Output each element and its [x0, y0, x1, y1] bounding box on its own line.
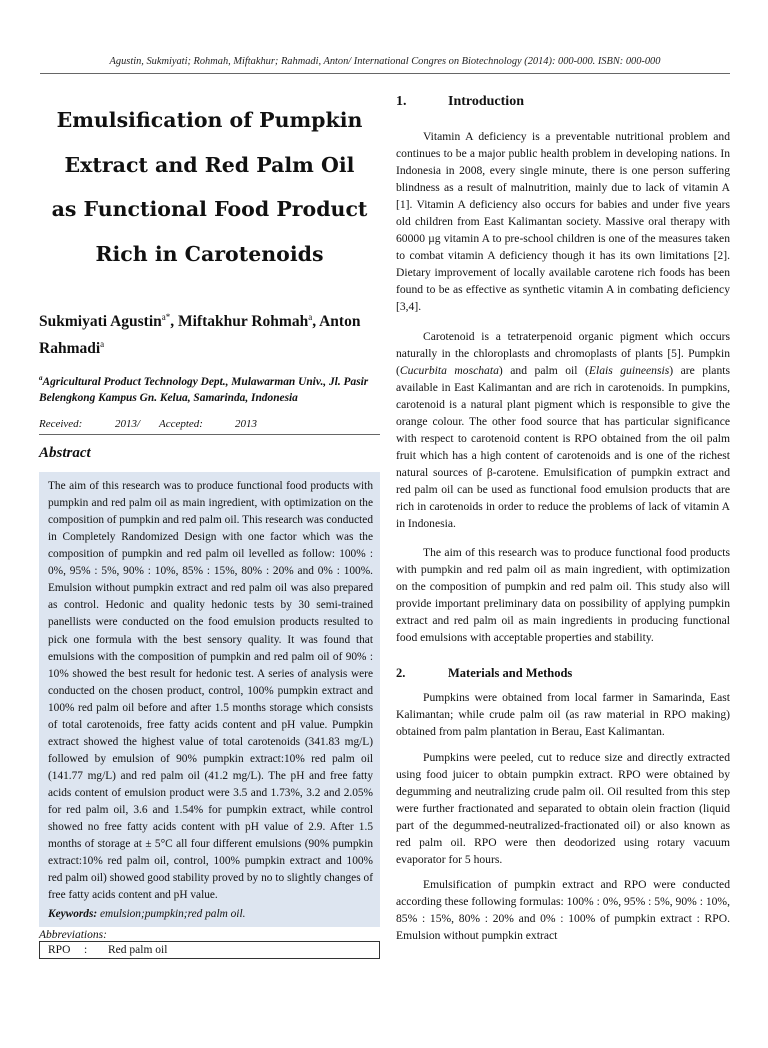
methods-paragraph: Pumpkins were peeled, cut to reduce size and directly extracted using food juicer to obtain pumpkin extract. RPO were obtained by degumming and neutralizing crude palm oil. Oil resulted from this step were further fractionated and separated to obtain olein fraction (liquid part of the degummed-neutralized-fractionated oil) or also known as red palm oil. RPO were then deodorized using rotary vacuum evaporator for 5 hours.: [396, 750, 730, 866]
section-number: 2.: [396, 666, 406, 681]
intro-text: ) are plants available in East Kalimantan and are rich in carotenoids. In pumpkins, carotenoid is a natural plant pigment which is responsible to give the orange colour. The other food source that has particular significance with respect to carotenoid content is RPO obtained from the oil palm fruit which has a high content of carotenoids and is one of the richest natural sources of β-carotene. Emulsification of pumpkin extract and red palm oil can be used as functional food emulsion products that are rich in carotenoids in order to reduce the problems of lack of vitamin A in Indonesia.: [396, 363, 730, 531]
abbreviations-heading: Abbreviations:: [39, 929, 107, 942]
right-column: [396, 94, 730, 944]
section-title: Introduction: [448, 94, 524, 109]
keywords-line: [48, 906, 373, 923]
accepted-date: 2013: [235, 418, 257, 431]
abbreviation-term: RPO: [48, 944, 71, 957]
section-number: 1.: [396, 94, 407, 109]
author-affiliation-mark: a: [308, 312, 313, 322]
citation-text: Agustin, Sukmiyati; Rohmah, Miftakhur; Rahmadi, Anton/ International Congres on Biotechnology (2014): 000-000. ISBN: 000-000: [109, 56, 661, 67]
section-title: Materials and Methods: [448, 666, 573, 681]
abstract-heading: Abstract: [39, 445, 91, 462]
author-name: , Miftakhur Rohmah: [170, 313, 309, 331]
intro-text: ) and palm oil (: [498, 363, 589, 377]
title-line: Rich in Carotenoids: [95, 241, 324, 266]
keywords-text: emulsion;pumpkin;red palm oil.: [97, 908, 246, 921]
received-date: 2013/: [115, 418, 141, 431]
abstract-box: [39, 472, 380, 927]
running-header: [40, 56, 730, 74]
section-heading-introduction: [396, 94, 730, 110]
received-accepted-line: [39, 418, 380, 435]
abbreviation-meaning: Red palm oil: [108, 944, 168, 957]
author-affiliation-mark: a: [100, 339, 105, 350]
intro-text: Carotenoid is a tetraterpenoid organic pigment which occurs naturally in the chloroplasts and chromoplasts of plants [5]. Pumpkin (: [396, 329, 730, 377]
author-name: , Anton Rahmadi: [39, 313, 361, 358]
affiliation-mark: a: [39, 374, 43, 383]
methods-paragraph: Pumpkins were obtained from local farmer in Samarinda, East Kalimantan; while crude palm oil (as raw material in RPO making) obtained from palm plantation in Berau, East Kalimantan.: [396, 691, 730, 739]
species-name: Elais guineensis: [588, 363, 670, 377]
paper-title: [39, 98, 380, 276]
author-affiliation-mark: a*: [161, 312, 171, 322]
abbreviation-row: [39, 941, 380, 959]
intro-paragraph: Vitamin A deficiency is a preventable nutritional problem and continues to be a major public health problem in developing nations. In Indonesia in 2008, every single minute, there is one person suffering blindness as a result of malnutrition, mainly due to lack of vitamin A [1]. Vitamin A deficiency also occurs for babies and under five years old children from East Kalimantan society. Massive oral therapy with 60000 µg vitamin A to pre-school children is one of the measures taken to combat vitamin A deficiency though it has its own limitations [2]. Dietary improvement of locally available carotene rich foods has been found to be as effective as synthetic vitamin A in combating deficiency [3,4].: [396, 130, 730, 314]
received-label: Received:: [39, 418, 83, 431]
title-line: Extract and Red Palm Oil: [64, 152, 355, 177]
methods-paragraph: Emulsification of pumpkin extract and RPO were conducted according these following formulas: 100% : 0%, 95% : 5%, 90% : 10%, 85% : 15%, 80% : 20% and 0% : 100% of pumpkin extract : RPO. Emulsion without pumpkin extract: [396, 877, 730, 942]
left-column: [39, 98, 380, 959]
keywords-label: Keywords:: [48, 908, 98, 921]
intro-paragraph: [396, 328, 730, 533]
author-name: Sukmiyati Agustin: [39, 313, 162, 331]
title-line: as Functional Food Product: [51, 197, 368, 221]
affiliation: [39, 370, 380, 406]
affiliation-text: Agricultural Product Technology Dept., Mulawarman Univ., Jl. Pasir Belengkong Kampus Gn. Kelua, Samarinda, Indonesia: [39, 376, 369, 405]
species-name: Cucurbita moschata: [399, 363, 499, 377]
section-heading-methods: [396, 666, 730, 681]
author-list: [39, 306, 380, 360]
accepted-label: Accepted:: [159, 418, 203, 431]
intro-paragraph: The aim of this research was to produce functional food products with pumpkin and red palm oil as main ingredient, with optimization on the composition of pumpkin and red palm oil. This study also will provide important preliminary data on possibility of applying pumpkin extract and red palm oil as main ingredients in producing functional food emulsions with acceptable properties and stability.: [396, 546, 730, 645]
abbreviation-separator: :: [84, 944, 88, 957]
abstract-text: The aim of this research was to produce functional food products with pumpkin and red palm oil as main ingredient, with optimization on the composition of pumpkin and red palm oil. This research was conducted in Completely Randomized Design with one factor which was the composition of pumpkin and red palm oil levelled as follow: 100% : 0%, 95% : 5%, 90% : 10%, 85% : 15%, 80% : 20% and 0% : 100%. Emulsion without pumpkin extract and red palm oil was also prepared as control. Hedonic and quality hedonic tests by 30 semi-trained panellists were conducted on the food emulsion products resulted to pick one formula with the best sensory quality. It was found that emulsions with the composition of pumpkin and red palm oil of 90% : 10% showed the best result for hedonic test. A series of analysis were conducted on the chosen product, control, 100% pumpkin extract and 100% red palm oil before and after 1.5 months storage which consists of total carotenoids, free fatty acids content and pH value. Pumpkin extract showed the highest value of total carotenoids (341.83 mg/L) followed by emulsion of 90% pumpkin extract:10% red palm oil (141.77 mg/L) and red palm oil (41.2 mg/L). The pH and free fatty acids content of emulsion product were 3.5 and 1.73%, 3.2 and 2.05% for red palm oil, 3.6 and 1.54% for pumpkin extract, while control showed no free fatty acids content with pH value of 2.9. After 1.5 months of storage at ± 5°C all four different emulsions (90% pumpkin extract:10% red palm oil, control, 100% pumpkin extract and 100% red palm oil) showed good stability proved by no to slightly changes of free fatty acids content and pH value.: [48, 480, 373, 902]
title-line: Emulsification of Pumpkin: [56, 108, 363, 132]
